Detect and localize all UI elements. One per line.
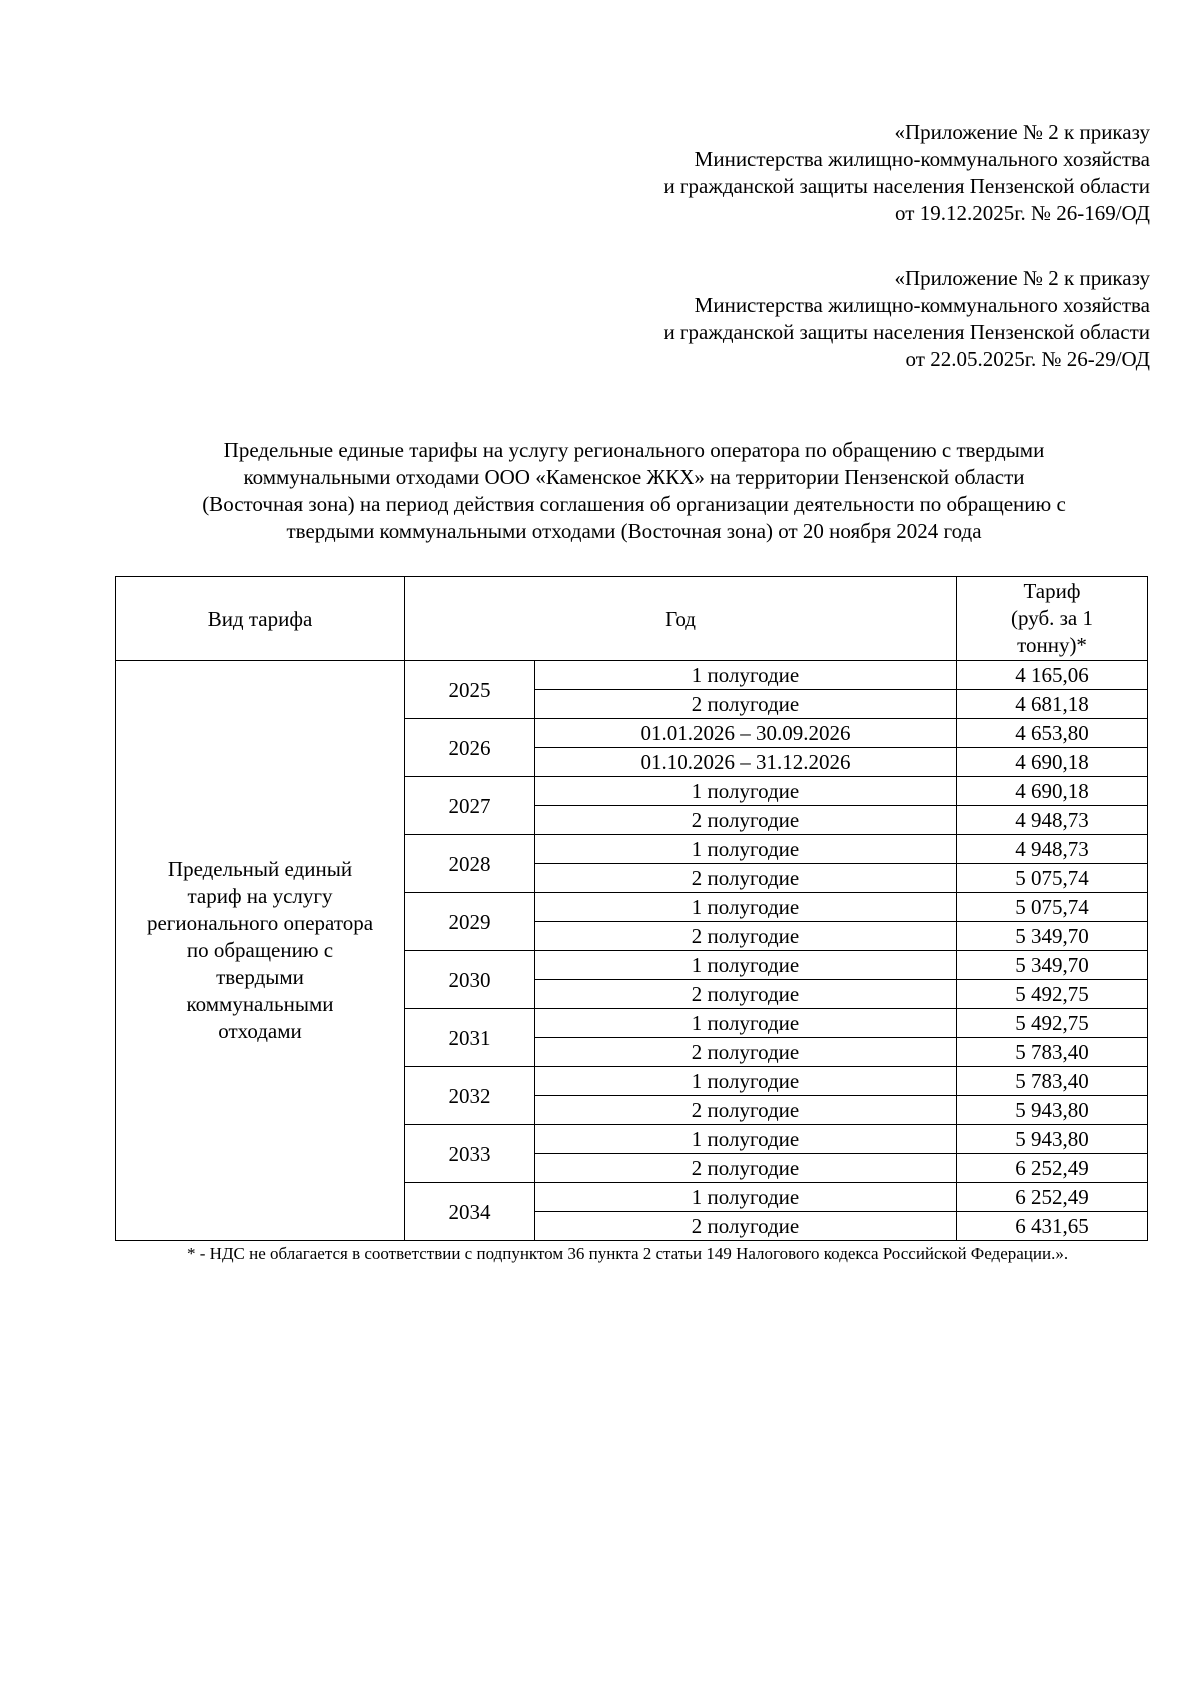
- tariff-value-cell: 5 943,80: [957, 1096, 1148, 1125]
- tariff-value-cell: 5 349,70: [957, 951, 1148, 980]
- tariff-type-line: коммунальными: [186, 992, 334, 1016]
- tariff-table: [115, 576, 1148, 1241]
- period-cell: 2 полугодие: [535, 922, 957, 951]
- period-cell: 2 полугодие: [535, 864, 957, 893]
- header-tariff-line: Тариф: [1023, 579, 1081, 603]
- tariff-value-cell: 6 431,65: [957, 1212, 1148, 1241]
- period-cell: 1 полугодие: [535, 1125, 957, 1154]
- header-line: «Приложение № 2 к приказу: [894, 120, 1150, 144]
- tariff-value-cell: 4 948,73: [957, 835, 1148, 864]
- table-body: [116, 661, 1148, 1241]
- year-cell: 2033: [405, 1125, 535, 1183]
- tariff-value-cell: 4 690,18: [957, 777, 1148, 806]
- header-line: и гражданской защиты населения Пензенской области: [663, 320, 1150, 344]
- tariff-value-cell: 5 492,75: [957, 1009, 1148, 1038]
- header-year: Год: [405, 577, 957, 661]
- tariff-value-cell: 5 783,40: [957, 1038, 1148, 1067]
- year-cell: 2032: [405, 1067, 535, 1125]
- period-cell: 1 полугодие: [535, 835, 957, 864]
- appendix-header-current: [663, 119, 1150, 227]
- tariff-value-cell: 6 252,49: [957, 1154, 1148, 1183]
- title-line: Предельные единые тарифы на услугу регионального оператора по обращению с твердыми: [223, 438, 1045, 462]
- header-line: Министерства жилищно-коммунального хозяйства: [694, 147, 1150, 171]
- period-cell: 2 полугодие: [535, 1154, 957, 1183]
- tariff-value-cell: 4 681,18: [957, 690, 1148, 719]
- tariff-value-cell: 5 783,40: [957, 1067, 1148, 1096]
- period-cell: 1 полугодие: [535, 893, 957, 922]
- footnote: * - НДС не облагается в соответствии с подпунктом 36 пункта 2 статьи 149 Налогового кодекса Российской Федерации.».: [187, 1244, 1069, 1263]
- tariff-value-cell: 5 349,70: [957, 922, 1148, 951]
- tariff-value-cell: 4 165,06: [957, 661, 1148, 690]
- tariff-type-cell: [116, 661, 405, 1241]
- document-title: [110, 437, 1158, 545]
- period-cell: 2 полугодие: [535, 1096, 957, 1125]
- period-cell: 2 полугодие: [535, 806, 957, 835]
- period-cell: 2 полугодие: [535, 690, 957, 719]
- tariff-value-cell: 4 690,18: [957, 748, 1148, 777]
- tariff-type-line: отходами: [218, 1019, 302, 1043]
- period-cell: 1 полугодие: [535, 1067, 957, 1096]
- tariff-value-cell: 5 075,74: [957, 893, 1148, 922]
- year-cell: 2028: [405, 835, 535, 893]
- title-line: коммунальными отходами ООО «Каменское ЖКХ» на территории Пензенской области: [243, 465, 1025, 489]
- period-cell: 1 полугодие: [535, 777, 957, 806]
- header-tariff-type: Вид тарифа: [116, 577, 405, 661]
- period-cell: 2 полугодие: [535, 1212, 957, 1241]
- tariff-value-cell: 5 075,74: [957, 864, 1148, 893]
- header-tariff-value: [957, 577, 1148, 661]
- period-cell: 1 полугодие: [535, 661, 957, 690]
- year-cell: 2026: [405, 719, 535, 777]
- period-cell: 2 полугодие: [535, 1038, 957, 1067]
- tariff-type-line: по обращению с: [186, 938, 334, 962]
- year-cell: 2029: [405, 893, 535, 951]
- tariff-value-cell: 5 943,80: [957, 1125, 1148, 1154]
- year-cell: 2034: [405, 1183, 535, 1241]
- tariff-value-cell: 6 252,49: [957, 1183, 1148, 1212]
- header-line: «Приложение № 2 к приказу: [894, 266, 1150, 290]
- year-cell: 2030: [405, 951, 535, 1009]
- period-cell: 1 полугодие: [535, 951, 957, 980]
- period-cell: 1 полугодие: [535, 1009, 957, 1038]
- tariff-type-line: регионального оператора: [146, 911, 374, 935]
- header-tariff-line: тонну)*: [1017, 633, 1087, 657]
- period-cell: 01.10.2026 – 31.12.2026: [535, 748, 957, 777]
- header-line: Министерства жилищно-коммунального хозяйства: [694, 293, 1150, 317]
- header-line: и гражданской защиты населения Пензенской области: [663, 174, 1150, 198]
- tariff-type-line: Предельный единый: [167, 857, 353, 881]
- tariff-value-cell: 4 948,73: [957, 806, 1148, 835]
- appendix-header-previous: [663, 265, 1150, 373]
- header-line: от 19.12.2025г. № 26-169/ОД: [895, 201, 1150, 225]
- tariff-type-line: тариф на услугу: [187, 884, 333, 908]
- title-line: (Восточная зона) на период действия соглашения об организации деятельности по обращению с: [202, 492, 1066, 516]
- table-header-row: [116, 577, 1148, 661]
- period-cell: 01.01.2026 – 30.09.2026: [535, 719, 957, 748]
- year-cell: 2025: [405, 661, 535, 719]
- year-cell: 2027: [405, 777, 535, 835]
- period-cell: 1 полугодие: [535, 1183, 957, 1212]
- year-cell: 2031: [405, 1009, 535, 1067]
- title-line: твердыми коммунальными отходами (Восточная зона) от 20 ноября 2024 года: [286, 519, 982, 543]
- period-cell: 2 полугодие: [535, 980, 957, 1009]
- header-line: от 22.05.2025г. № 26-29/ОД: [905, 347, 1150, 371]
- tariff-value-cell: 5 492,75: [957, 980, 1148, 1009]
- header-tariff-line: (руб. за 1: [1011, 606, 1093, 630]
- tariff-type-line: твердыми: [216, 965, 304, 989]
- table-row: [116, 661, 1148, 690]
- tariff-value-cell: 4 653,80: [957, 719, 1148, 748]
